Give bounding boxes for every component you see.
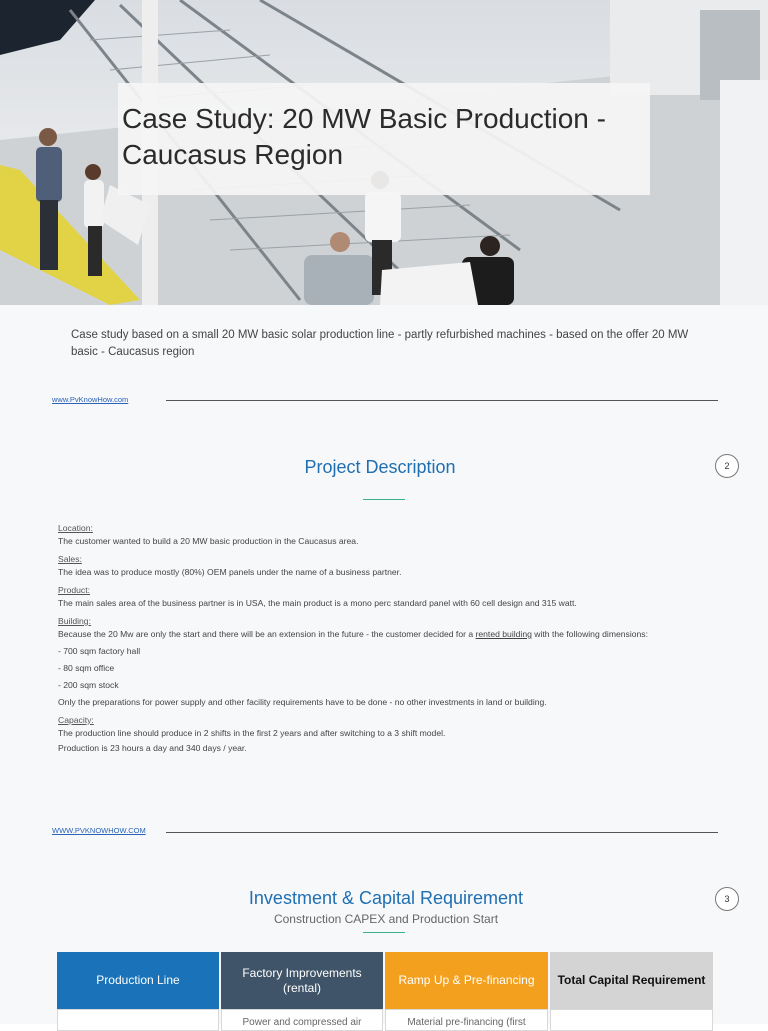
capex-body-ramp-up: [385, 1009, 548, 1031]
page-number: 3: [715, 887, 739, 911]
building-item: - 200 sqm stock: [58, 680, 119, 690]
building-item: - 80 sqm office: [58, 663, 115, 673]
investment-slide: [0, 845, 768, 1028]
capex-header-label: Factory Improvements (rental): [242, 965, 362, 995]
capex-header-label: Production Line: [96, 973, 180, 987]
building-text-post: with the following dimensions:: [531, 629, 648, 639]
project-description-slide: [0, 425, 768, 845]
project-description: [58, 518, 738, 756]
footer-divider: [166, 400, 718, 401]
capacity-text: Production is 23 hours a day and 340 days / year.: [58, 743, 247, 753]
capex-header-label: Total Capital Requirement: [557, 973, 706, 987]
location-text: The customer wanted to build a 20 MW basic production in the Caucasus area.: [58, 536, 359, 546]
sales-label: Sales:: [58, 554, 82, 564]
title-underline: [363, 932, 405, 933]
capacity-label: Capacity:: [58, 715, 94, 725]
capex-header-ramp-up: [385, 952, 548, 1009]
intro-text: Case study based on a small 20 MW basic solar production line - partly refurbished machines - based on the offer 20 MW basic - Caucasus region: [71, 329, 689, 358]
capex-header-production-line: [57, 952, 219, 1009]
rented-building-link[interactable]: rented building: [475, 629, 532, 639]
building-text: [58, 627, 738, 642]
page-number: 2: [715, 454, 739, 478]
location-label: Location:: [58, 523, 93, 533]
building-text-pre: Because the 20 Mw are only the start and there will be an extension in the future - the customer decided for a: [58, 629, 476, 639]
section-title: Investment & Capital Requirement: [248, 888, 524, 908]
capex-header-factory-improvements: [221, 952, 383, 1009]
building-note: Only the preparations for power supply and other facility requirements have to be done - no other investments in land or building.: [58, 697, 547, 707]
footer-link[interactable]: WWW.PVKNOWHOW.COM: [52, 826, 146, 835]
building-item: - 700 sqm factory hall: [58, 646, 141, 656]
capex-header-total: [550, 952, 713, 1009]
building-label: Building:: [58, 616, 91, 626]
capex-body-text: Power and compressed air: [242, 1017, 362, 1028]
capex-header-label: Ramp Up & Pre-financing: [398, 973, 535, 987]
footer-divider: [166, 832, 718, 833]
section-subtitle: Construction CAPEX and Production Start: [273, 912, 499, 926]
sales-text: The idea was to produce mostly (80%) OEM panels under the name of a business partner.: [58, 567, 402, 577]
product-label: Product:: [58, 585, 91, 595]
title-underline: [363, 499, 405, 500]
capex-body-total: [550, 1009, 713, 1031]
footer-link[interactable]: www.PvKnowHow.com: [52, 395, 129, 404]
capex-body-text: Material pre-financing (first: [407, 1017, 526, 1028]
intro-slide: [0, 305, 768, 425]
capex-body-factory-improvements: [221, 1009, 383, 1031]
capex-body-production-line: [57, 1009, 219, 1031]
hero-title: Case Study: 20 MW Basic Production - Caucasus Region: [122, 103, 606, 170]
product-text: The main sales area of the business partner is in USA, the main product is a mono perc standard panel with 60 cell design and 315 watt.: [58, 598, 577, 608]
capacity-text: The production line should produce in 2 shifts in the first 2 years and after switching to a 3 shift model.: [58, 728, 446, 738]
hero-title-box: [118, 83, 650, 195]
section-title: Project Description: [304, 457, 456, 477]
hero-banner: [0, 0, 768, 305]
